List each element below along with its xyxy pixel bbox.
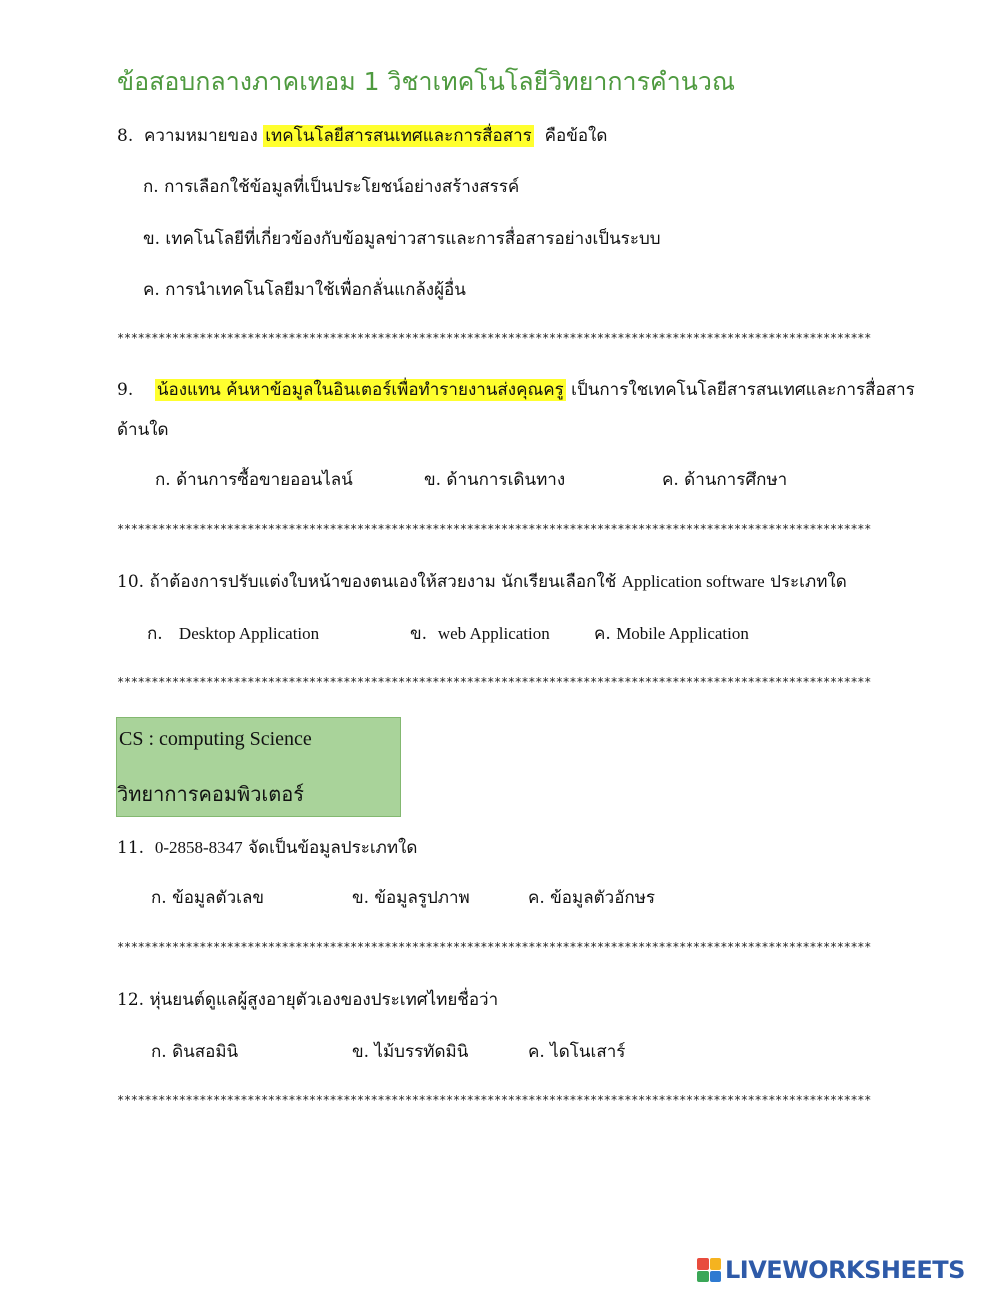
logo-square-green (697, 1271, 709, 1283)
question-10-text: ถ้าต้องการปรับแต่งใบหน้าของตนเองให้สวยงาม นักเรียนเลือกใช้ (149, 572, 617, 592)
liveworksheets-text: LIVEWORKSHEETS (725, 1256, 965, 1284)
question-10-choice-b-text: web Application (437, 624, 550, 643)
cs-info-box (116, 717, 401, 817)
question-8-prefix: ความหมายของ (144, 126, 258, 146)
separator: ************************************************************************************************************** (117, 1093, 872, 1107)
question-11-number: 11. (117, 838, 145, 858)
cs-box-thai: วิทยาการคอมพิวเตอร์ (117, 782, 305, 806)
liveworksheets-logo (697, 1255, 965, 1285)
question-8-choice-c[interactable]: ค. การนำเทคโนโลยีมาใช้เพื่อกลั่นแกล้งผู้อื่น (143, 280, 466, 300)
question-9-choice-b[interactable]: ข. ด้านการเดินทาง (424, 470, 566, 490)
question-12-choice-a[interactable]: ก. ดินสอมินิ (151, 1042, 239, 1062)
liveworksheets-mark-icon (697, 1258, 721, 1282)
question-10-number: 10. (117, 572, 145, 592)
question-10-choice-a[interactable] (147, 622, 319, 646)
question-10-choice-c-letter: ค. (594, 624, 611, 644)
question-11-choice-a[interactable]: ก. ข้อมูลตัวเลข (151, 888, 264, 908)
question-10-suffix: ประเภทใด (770, 572, 847, 592)
question-12-text: หุ่นยนต์ดูแลผู้สูงอายุตัวเองของประเทศไทยชื่อว่า (149, 990, 499, 1010)
separator: ************************************************************************************************************** (117, 675, 872, 689)
question-9-number: 9. (117, 380, 134, 400)
question-12 (117, 988, 498, 1012)
question-10 (117, 570, 847, 594)
question-10-choice-c-text: Mobile Application (616, 624, 749, 643)
question-10-choice-a-text: Desktop Application (178, 624, 320, 643)
question-12-choice-b[interactable]: ข. ไม้บรรทัดมินิ (352, 1042, 469, 1062)
logo-square-blue (710, 1271, 722, 1283)
question-9-line2: ด้านใด (117, 420, 169, 440)
question-10-choice-b[interactable] (410, 622, 550, 646)
cs-box-english: CS : computing Science (119, 728, 312, 750)
question-8-number: 8. (117, 126, 134, 146)
separator: ************************************************************************************************************** (117, 331, 872, 345)
logo-square-yellow (710, 1258, 722, 1270)
separator: ************************************************************************************************************** (117, 940, 872, 954)
question-12-number: 12. (117, 990, 145, 1010)
question-8-choice-a[interactable]: ก. การเลือกใช้ข้อมูลที่เป็นประโยชน์อย่างสร้างสรรค์ (143, 177, 520, 197)
question-8 (117, 124, 607, 148)
question-11 (117, 836, 417, 860)
question-10-choice-b-letter: ข. (410, 624, 428, 644)
question-8-choice-b[interactable]: ข. เทคโนโลยีที่เกี่ยวข้องกับข้อมูลข่าวสารและการสื่อสารอย่างเป็นระบบ (143, 229, 661, 249)
question-9-highlight: น้องแทน ค้นหาข้อมูลในอินเตอร์เพื่อทำรายงานส่งคุณครู (156, 380, 564, 400)
question-10-choice-a-letter: ก. (147, 624, 163, 644)
question-9-choice-a[interactable]: ก. ด้านการซื้อขายออนไลน์ (155, 470, 353, 490)
question-9-choice-c[interactable]: ค. ด้านการศึกษา (662, 470, 788, 490)
question-11-choice-c[interactable]: ค. ข้อมูลตัวอักษร (528, 888, 656, 908)
question-10-latin: Application software (621, 572, 765, 591)
question-11-text: จัดเป็นข้อมูลประเภทใด (248, 838, 418, 858)
logo-square-red (697, 1258, 709, 1270)
question-9-suffix: เป็นการใชเทคโนโลยีสารสนเทศและการสื่อสาร (571, 380, 915, 400)
separator: ************************************************************************************************************** (117, 522, 872, 536)
question-11-choice-b[interactable]: ข. ข้อมูลรูปภาพ (352, 888, 470, 908)
question-11-latin: 0-2858-8347 (154, 838, 243, 857)
page-title: ข้อสอบกลางภาคเทอม 1 วิชาเทคโนโลยีวิทยาการคำนวณ (117, 67, 736, 96)
question-9 (117, 378, 915, 402)
question-10-choice-c[interactable] (594, 622, 749, 646)
question-12-choice-c[interactable]: ค. ไดโนเสาร์ (528, 1042, 626, 1062)
question-8-suffix: คือข้อใด (544, 126, 608, 146)
question-8-highlight: เทคโนโลยีสารสนเทศและการสื่อสาร (265, 126, 532, 146)
